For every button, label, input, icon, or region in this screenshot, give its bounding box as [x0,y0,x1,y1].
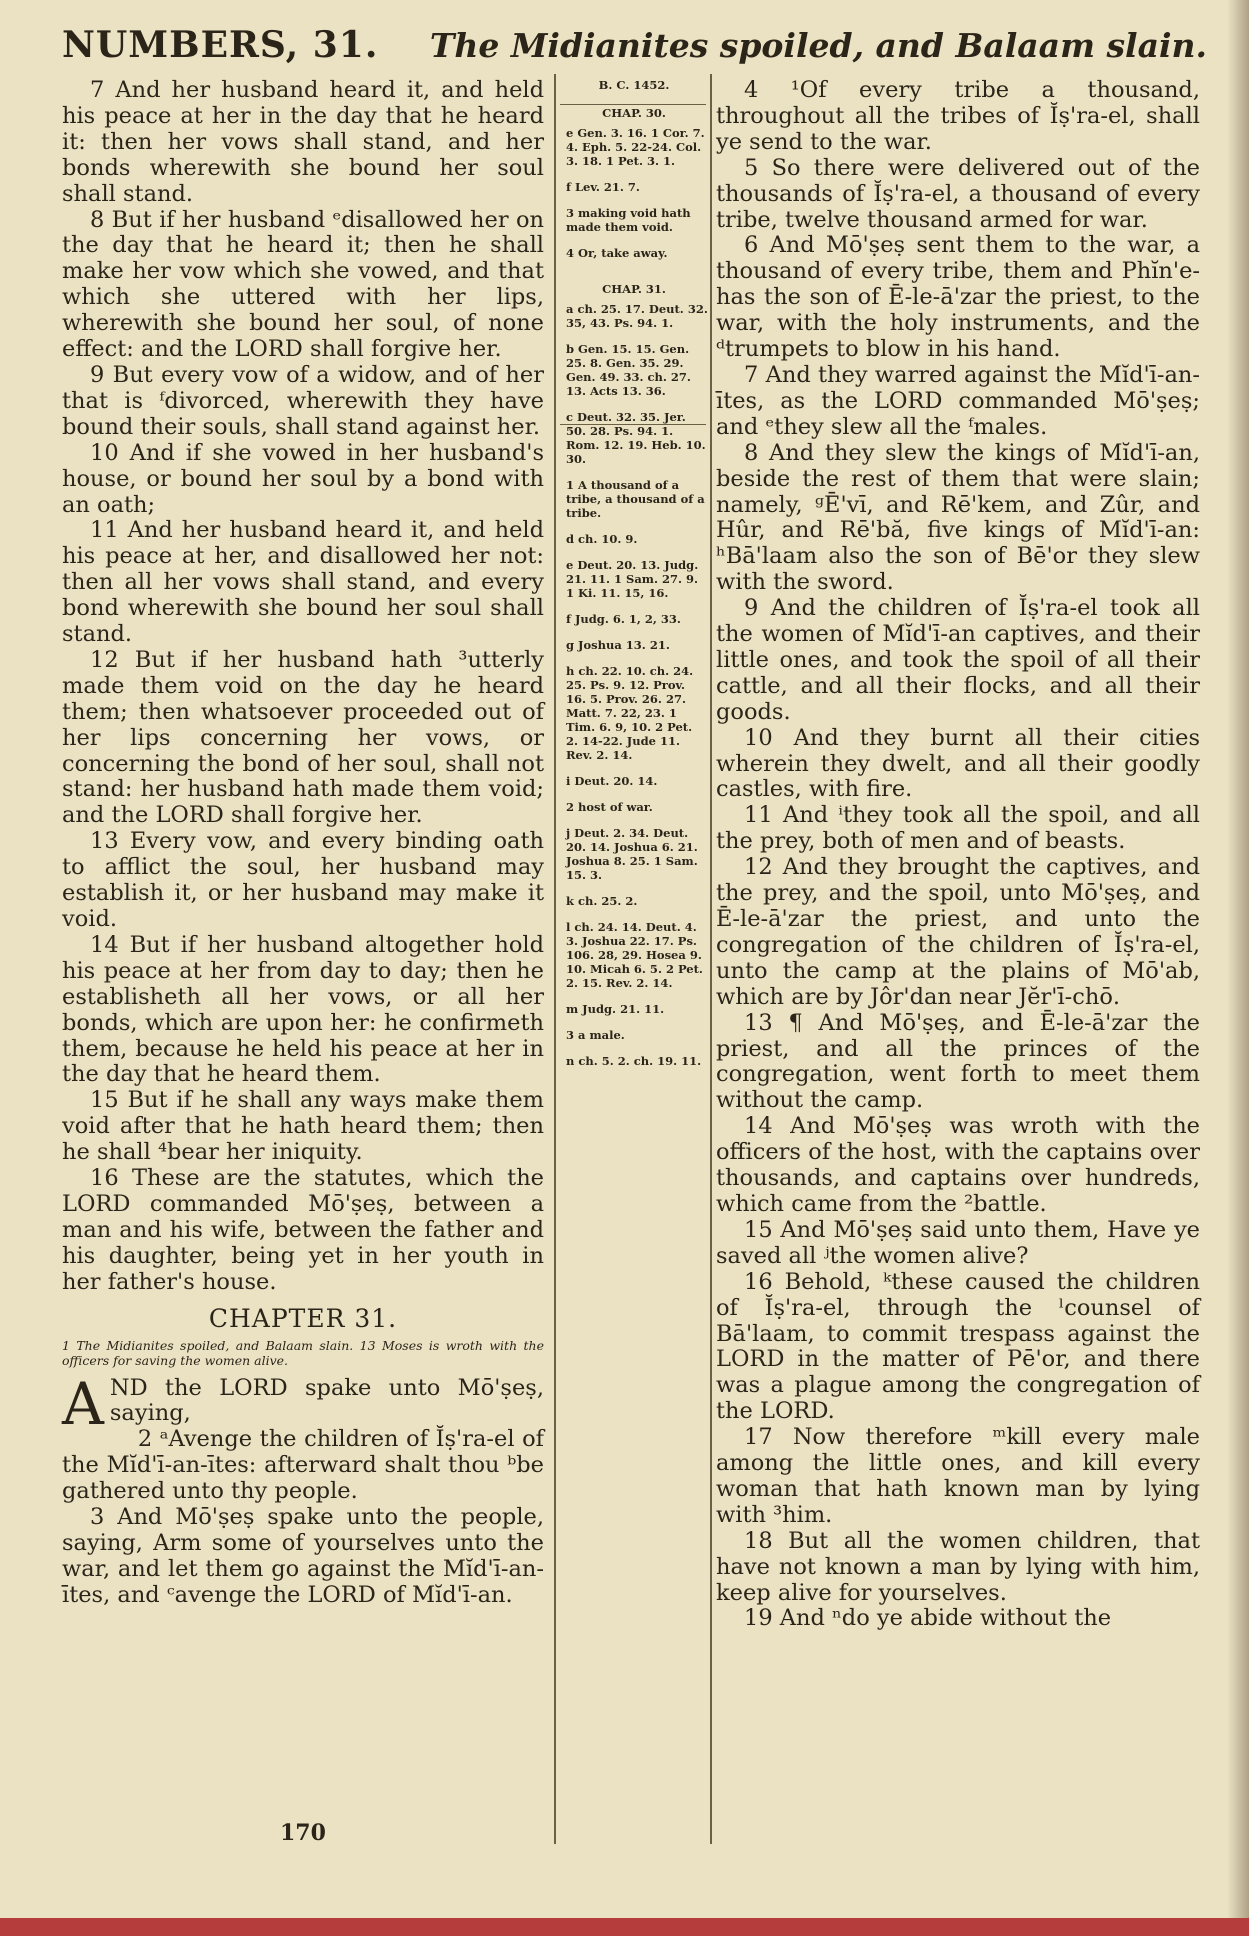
chap31-notes [560,302,708,1068]
cross-reference: m Judg. 21. 11. [566,1002,665,1016]
chap30-notes [560,126,708,260]
cross-reference: g Joshua 13. 21. [566,638,670,652]
verse: 10 And if she vowed in her husband's house, or bound her soul by a bond with an oath; [62,439,544,518]
verse: 12 And they brought the captives, and the prey, and the spoil, unto Mō'ṣeṣ, and Ē-le-ā'zar the priest, and unto the congregation of the children of Ĭṣ'ra-el, unto the camp at the plains of Mō'ab, which are by Jôr'dan near Jĕr'ī-chō. [716,854,1200,1010]
page-edge-shadow [1227,0,1249,1936]
verse: 15 And Mō'ṣeṣ said unto them, Have ye saved all ʲthe women alive? [716,1216,1200,1269]
cross-reference: c Deut. 32. 35. Jer. 50. 28. Ps. 94. 1. Rom. 12. 19. Heb. 10. 30. [566,410,706,466]
cross-reference: n ch. 5. 2. ch. 19. 11. [566,1054,702,1068]
opening-verse-text: ND the LORD spake unto Mō'ṣeṣ, saying, [109,1374,544,1427]
verse: 12 But if her husband hath ³utterly made them void on the day he heard them; then whatsoever proceeded out of her lips concerning her vows, or concerning the bond of her soul, shall not stand: her husband hath made them void; and the LORD shall forgive her. [62,646,544,829]
chap31-heading: CHAP. 31. [602,282,666,296]
chapter-summary: 1 The Midianites spoiled, and Balaam slain. 13 Moses is wroth with the officers for saving the women alive. [62,1337,544,1368]
verse: 7 And her husband heard it, and held his peace at her in the day that he heard it: then her vows shall stand, and her bonds wherewith she bound her soul shall stand. [62,77,544,207]
verse: 6 And Mō'ṣeṣ sent them to the war, a thousand of every tribe, them and Phĭn'e-has the son of Ē-le-ā'zar the priest, to the war, with the holy instruments, and the ᵈtrumpets to blow in his hand. [716,232,1200,363]
cross-reference: j Deut. 2. 34. Deut. 20. 14. Joshua 6. 21. Joshua 8. 25. 1 Sam. 15. 3. [566,826,698,882]
running-head-title: The Midianites spoiled, and Balaam slain. [429,26,1207,65]
cross-reference: h ch. 22. 10. ch. 24. 25. Ps. 9. 12. Prov. 16. 5. Prov. 26. 27. Matt. 7. 22, 23. 1 Tim. 6. 9, 10. 2 Pet. 2. 14-22. Jude 11. Rev. 2. 14. [566,664,694,762]
verse: 13 Every vow, and every binding oath to afflict the soul, her husband may establish it, or her husband may make it void. [62,828,544,932]
running-head-book: NUMBERS, 31. [62,24,379,66]
verse: 10 And they burnt all their cities wherein they dwelt, and all their goodly castles, with fire. [716,724,1200,803]
verse: 14 But if her husband altogether hold his peace at her from day to day; then he establisheth all her vows, or all her bonds, which are upon her: he confirmeth them, because he held his peace at her in the day that he heard them. [62,931,544,1088]
verse: 9 And the children of Ĭṣ'ra-el took all the women of Mĭd'ī-an captives, and their little ones, and took the spoil of all their cattle, and all their flocks, and all their goods. [716,595,1200,725]
verse: 7 And they warred against the Mĭd'ī-an-ītes, as the LORD commanded Mō'ṣeṣ; and ᵉthey slew all the ᶠmales. [716,361,1200,440]
right-text-column [716,78,1200,1632]
cross-reference: 1 A thousand of a tribe, a thousand of a tribe. [566,478,705,520]
left-text-column [62,78,544,1609]
cross-reference: i Deut. 20. 14. [566,774,658,788]
cross-reference: l ch. 24. 14. Deut. 4. 3. Joshua 22. 17. Ps. 106. 28, 29. Hosea 9. 10. Micah 6. 5. 2 Pet. 2. 15. Rev. 2. 14. [566,920,703,990]
date-label: B. C. 1452. [598,78,670,92]
verse: 8 But if her husband ᵉdisallowed her on the day that he heard it; then he shall make her vow which she vowed, and that which she uttered with her lips, wherewith she bound her soul, of none effect: and the LORD shall forgive her. [62,206,544,363]
cross-reference: 4 Or, take away. [566,246,668,260]
cross-reference: 3 a male. [566,1028,625,1042]
verse: 4 ¹Of every tribe a thousand, throughout all the tribes of Ĭṣ'ra-el, shall ye send to the war. [716,77,1200,155]
page-number: 170 [280,1820,326,1846]
chapter-heading: CHAPTER 31. [208,1303,398,1333]
verse: 14 And Mō'ṣeṣ was wroth with the officers of the host, with the captains over thousands, and captains over hundreds, which came from the ²battle. [716,1113,1200,1217]
right-verses [716,78,1200,1632]
verse: 13 ¶ And Mō'ṣeṣ, and Ē-le-ā'zar the priest, and all the princes of the congregation, went forth to meet them without the camp. [716,1009,1200,1114]
column-rule-right [710,74,712,1844]
cross-reference: 3 making void hath made them void. [566,206,691,234]
verse: 2 ᵃAvenge the children of Ĭṣ'ra-el of the Mĭd'ī-an-ītes: afterward shalt thou ᵇbe gathered unto thy people. [62,1426,544,1505]
left-verses-a [62,78,544,1296]
verse: 19 And ⁿdo ye abide without the [744,1605,1112,1632]
column-rule-left [554,74,556,1844]
verse: 11 And ⁱthey took all the spoil, and all the prey, both of men and of beasts. [716,802,1200,855]
verse: 5 So there were delivered out of the thousands of Ĭṣ'ra-el, a thousand of every tribe, twelve thousand armed for war. [716,154,1200,233]
verse: 16 These are the statutes, which the LORD commanded Mō'ṣeṣ, between a man and his wife, between the father and his daughter, being yet in her youth in her father's house. [62,1165,544,1295]
cross-reference: f Judg. 6. 1, 2, 33. [566,612,681,626]
cross-reference: e Deut. 20. 13. Judg. 21. 11. 1 Sam. 27. 9. 1 Ki. 11. 15, 16. [566,558,699,600]
chap30-heading: CHAP. 30. [602,106,666,120]
verse: 9 But every vow of a widow, and of her that is ᶠdivorced, wherewith they have bound their souls, shall stand against her. [62,361,544,440]
cross-reference-column [560,78,708,1080]
verse: 17 Now therefore ᵐkill every male among the little ones, and kill every woman that hath known man by lying with ³him. [716,1424,1200,1528]
cross-reference: 2 host of war. [566,800,653,814]
cross-reference: b Gen. 15. 15. Gen. 25. 8. Gen. 35. 29. Gen. 49. 33. ch. 27. 13. Acts 13. 36. [566,342,691,398]
cross-reference: a ch. 25. 17. Deut. 32. 35, 43. Ps. 94. 1. [566,302,708,330]
verse: 18 But all the women children, that have not known a man by lying with him, keep alive for yourselves. [716,1527,1200,1606]
verse: 16 Behold, ᵏthese caused the children of Ĭṣ'ra-el, through the ˡcounsel of Bā'laam, to commit trespass against the LORD in the matter of Pē'or, and there was a plague among the congregation of the LORD. [716,1268,1200,1425]
cross-reference: k ch. 25. 2. [566,894,638,908]
left-verses-b [62,1427,544,1608]
cross-reference: e Gen. 3. 16. 1 Cor. 7. 4. Eph. 5. 22-24. Col. 3. 18. 1 Pet. 3. 1. [566,126,705,168]
opening-verse [62,1369,544,1438]
cross-reference: d ch. 10. 9. [566,532,638,546]
verse: 15 But if he shall any ways make them void after that he hath heard them; then he shall ⁴bear her iniquity. [62,1087,544,1166]
cross-reference: f Lev. 21. 7. [566,180,640,194]
verse: 11 And her husband heard it, and held his peace at her, and disallowed her not: then all her vows shall stand, and every bond wherewith she bound her soul shall stand. [62,517,544,648]
verse: 8 And they slew the kings of Mĭd'ī-an, beside the rest of them that were slain; namely, ᵍĒ'vī, and Rē'kem, and Zûr, and Hûr, and Rē'bă, five kings of Mĭd'ī-an: ʰBā'laam also the son of Bē'or they slew with the sword. [716,439,1200,596]
verse: 3 And Mō'ṣeṣ spake unto the people, saying, Arm some of yourselves unto the war, and let them go against the Mĭd'ī-an-ītes, and ᶜavenge the LORD of Mĭd'ī-an. [62,1504,544,1608]
drop-cap: A [62,1369,104,1438]
page-bottom-edge [0,1918,1249,1936]
